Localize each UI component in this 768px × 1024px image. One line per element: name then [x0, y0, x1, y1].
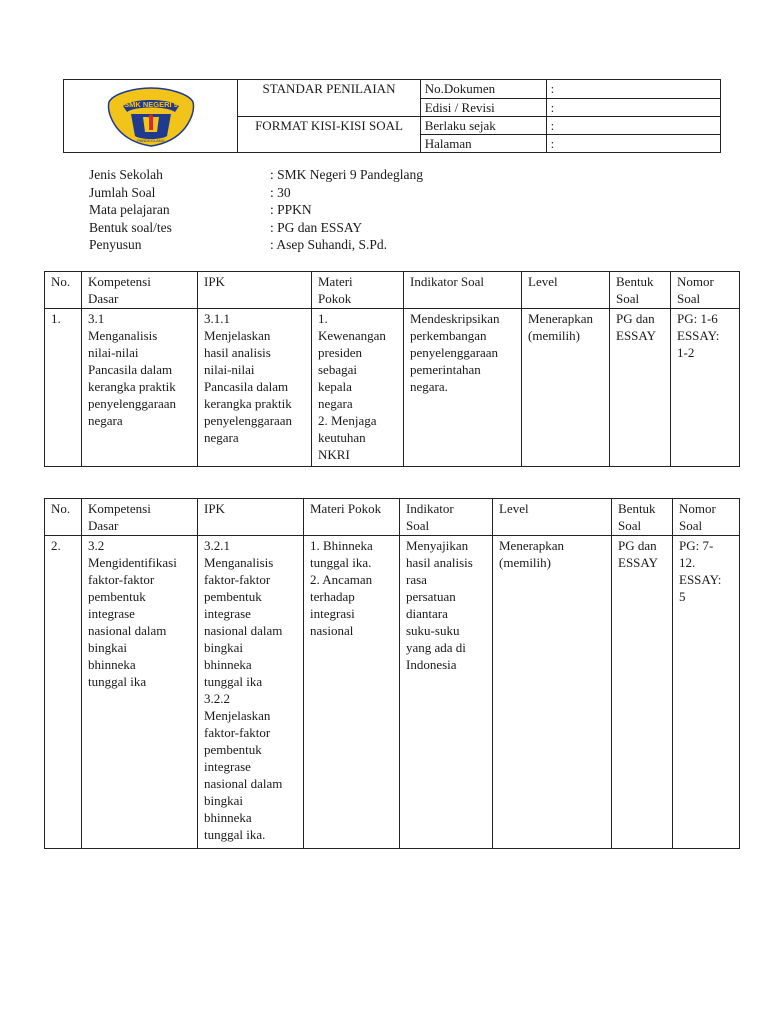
col-header-bentuk: Bentuk Soal: [610, 272, 671, 309]
cell-bentuk: PG dan ESSAY: [610, 309, 671, 467]
cell-indikator: Mendeskripsikan perkembangan penyelenggaraan pemerintahan negara.: [404, 309, 522, 467]
header-value: :: [546, 135, 720, 153]
cell-bentuk: PG dan ESSAY: [612, 536, 673, 849]
cell-indikator: Menyajikan hasil analisis rasa persatuan diantara suku-suku yang ada di Indonesia: [400, 536, 493, 849]
header-value: :: [546, 117, 720, 135]
info-value: : PPKN: [270, 202, 312, 217]
cell-nomor: PG: 1-6 ESSAY: 1-2: [671, 309, 740, 467]
header-title-standar: STANDAR PENILAIAN: [238, 80, 420, 117]
cell-level: Menerapkan (memilih): [493, 536, 612, 849]
document-info: [89, 166, 423, 254]
col-header-ipk: IPK: [198, 499, 304, 536]
col-header-materi: Materi Pokok: [304, 499, 400, 536]
info-key: Bentuk soal/tes: [89, 219, 172, 235]
info-key: Jenis Sekolah: [89, 167, 163, 182]
col-header-no: No.: [45, 499, 82, 536]
col-header-level: Level: [522, 272, 610, 309]
col-header-nomor: Nomor Soal: [673, 499, 740, 536]
header-value: :: [546, 80, 720, 99]
school-logo-cell: [64, 80, 238, 153]
cell-kompetensi: 3.1 Menganalisis nilai-nilai Pancasila dalam kerangka praktik penyelenggaraan negara: [82, 309, 198, 467]
kisi-table-2: [44, 498, 740, 849]
col-header-kompetensi: Kompetensi Dasar: [82, 272, 198, 309]
header-label: Berlaku sejak: [420, 117, 546, 135]
cell-kompetensi: 3.2 Mengidentifikasi faktor-faktor pembentuk integrase nasional dalam bingkai bhinneka tunggal ika: [82, 536, 198, 849]
cell-no: 2.: [45, 536, 82, 849]
info-row: [89, 166, 423, 184]
info-value: : SMK Negeri 9 Pandeglang: [270, 167, 423, 182]
info-row: [89, 201, 423, 219]
table-row: [45, 309, 740, 467]
info-row: [89, 219, 423, 237]
logo-text: SMK NEGERI 9: [123, 100, 178, 109]
info-key: Jumlah Soal: [89, 184, 156, 200]
cell-materi: 1. Kewenangan presiden sebagai kepala negara 2. Menjaga keutuhan NKRI: [312, 309, 404, 467]
info-row: [89, 184, 423, 202]
info-key: Mata pelajaran: [89, 202, 170, 217]
header-label: Edisi / Revisi: [420, 99, 546, 117]
header-title-format: FORMAT KISI-KISI SOAL: [238, 117, 420, 153]
col-header-indikator: Indikator Soal: [400, 499, 493, 536]
col-header-bentuk: Bentuk Soal: [612, 499, 673, 536]
cell-ipk: 3.1.1 Menjelaskan hasil analisis nilai-nilai Pancasila dalam kerangka praktik penyelenggaraan negara: [198, 309, 312, 467]
col-header-materi: Materi Pokok: [312, 272, 404, 309]
header-label: Halaman: [420, 135, 546, 153]
info-row: [89, 236, 423, 254]
cell-level: Menerapkan (memilih): [522, 309, 610, 467]
info-value: : PG dan ESSAY: [270, 219, 363, 235]
header-label: No.Dokumen: [420, 80, 546, 99]
logo-subtext: PANDEGLANG: [136, 138, 165, 143]
info-value: : 30: [270, 184, 291, 200]
col-header-ipk: IPK: [198, 272, 312, 309]
kisi-table-1: [44, 271, 740, 467]
info-key: Penyusun: [89, 237, 142, 252]
cell-no: 1.: [45, 309, 82, 467]
col-header-no: No.: [45, 272, 82, 309]
document-header: [63, 79, 721, 153]
table-row: [45, 536, 740, 849]
col-header-kompetensi: Kompetensi Dasar: [82, 499, 198, 536]
col-header-nomor: Nomor Soal: [671, 272, 740, 309]
cell-ipk: 3.2.1 Menganalisis faktor-faktor pembentuk integrase nasional dalam bingkai bhinneka tunggal ika 3.2.2 Menjelaskan faktor-faktor pembentuk integrase nasional dalam bingkai bhinneka tunggal ika.: [198, 536, 304, 849]
school-logo: [103, 84, 199, 148]
cell-materi: 1. Bhinneka tunggal ika. 2. Ancaman terhadap integrasi nasional: [304, 536, 400, 849]
col-header-indikator: Indikator Soal: [404, 272, 522, 309]
header-value: :: [546, 99, 720, 117]
col-header-level: Level: [493, 499, 612, 536]
info-value: : Asep Suhandi, S.Pd.: [270, 237, 388, 252]
cell-nomor: PG: 7- 12. ESSAY: 5: [673, 536, 740, 849]
